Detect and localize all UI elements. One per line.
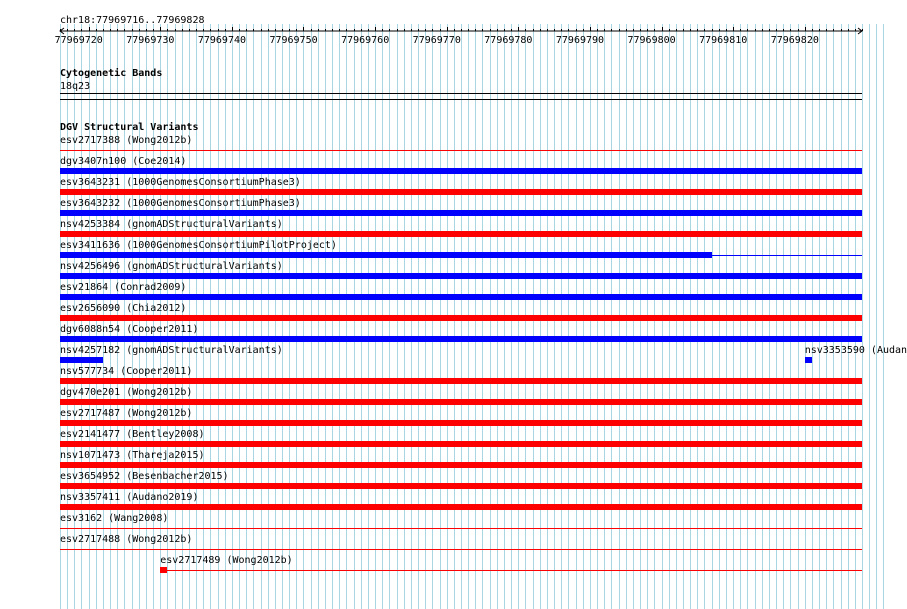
dgv-feature-label[interactable]: esv2717488 (Wong2012b) — [60, 534, 193, 545]
dgv-feature-label[interactable]: nsv577734 (Cooper2011) — [60, 366, 193, 377]
dgv-feature-bar[interactable] — [60, 189, 862, 195]
dgv-feature-label[interactable]: nsv3357411 (Audano2019) — [60, 492, 199, 503]
dgv-feature-bar[interactable] — [60, 504, 862, 510]
cytoband-line-top — [60, 93, 862, 94]
dgv-feature-bar[interactable] — [60, 420, 862, 426]
dgv-feature-label[interactable]: nsv4253384 (gnomADStructuralVariants) — [60, 219, 283, 230]
dgv-feature-bar[interactable] — [60, 252, 712, 258]
dgv-feature-label[interactable]: dgv3407n100 (Coe2014) — [60, 156, 187, 167]
dgv-feature-bar[interactable] — [60, 231, 862, 237]
track-title-cytobands: Cytogenetic Bands — [60, 68, 163, 79]
ruler-tick-label: 77969800 — [627, 35, 676, 46]
dgv-feature-line[interactable] — [60, 549, 862, 550]
dgv-feature-bar[interactable] — [60, 378, 862, 384]
dgv-feature-bar[interactable] — [60, 357, 103, 363]
ruler-tick-label: 77969780 — [484, 35, 533, 46]
ruler-location: chr18:77969716..77969828 — [60, 15, 205, 26]
dgv-feature-label[interactable]: nsv1071473 (Thareja2015) — [60, 450, 205, 461]
dgv-feature-label[interactable]: dgv6088n54 (Cooper2011) — [60, 324, 199, 335]
ruler-tick-label: 77969750 — [269, 35, 318, 46]
dgv-feature-label[interactable]: esv3654952 (Besenbacher2015) — [60, 471, 229, 482]
dgv-feature-line[interactable] — [60, 528, 862, 529]
dgv-feature-bar[interactable] — [160, 567, 167, 573]
dgv-feature-bar[interactable] — [60, 168, 862, 174]
dgv-feature-label[interactable]: esv2717489 (Wong2012b) — [160, 555, 293, 566]
ruler-tick-label: 77969770 — [412, 35, 461, 46]
dgv-feature-label[interactable]: esv21864 (Conrad2009) — [60, 282, 187, 293]
dgv-feature-label[interactable]: esv3162 (Wang2008) — [60, 513, 169, 524]
dgv-feature-label[interactable]: esv2717487 (Wong2012b) — [60, 408, 193, 419]
track-title-dgv: DGV Structural Variants — [60, 122, 199, 133]
dgv-feature-label[interactable]: esv3643232 (1000GenomesConsortiumPhase3) — [60, 198, 301, 209]
dgv-feature-label[interactable]: nsv3353590 (Audan — [804, 345, 907, 356]
dgv-feature-bar[interactable] — [60, 210, 862, 216]
dgv-feature-label[interactable]: esv2717388 (Wong2012b) — [60, 135, 193, 146]
dgv-feature-bar[interactable] — [60, 462, 862, 468]
ruler-tick-label: 77969760 — [341, 35, 390, 46]
dgv-feature-bar[interactable] — [60, 273, 862, 279]
dgv-feature-bar[interactable] — [60, 399, 862, 405]
dgv-feature-bar[interactable] — [60, 294, 862, 300]
dgv-feature-label[interactable]: dgv470e201 (Wong2012b) — [60, 387, 193, 398]
ruler-tick-label: 77969820 — [770, 35, 819, 46]
dgv-feature-bar[interactable] — [60, 483, 862, 489]
dgv-feature-label[interactable]: nsv4257182 (gnomADStructuralVariants) — [60, 345, 283, 356]
ruler-tick-label: 77969810 — [699, 35, 748, 46]
dgv-feature-label[interactable]: esv3643231 (1000GenomesConsortiumPhase3) — [60, 177, 301, 188]
cytoband-line-bottom — [60, 99, 862, 100]
dgv-feature-label[interactable]: nsv4256496 (gnomADStructuralVariants) — [60, 261, 283, 272]
dgv-feature-line[interactable] — [60, 150, 862, 151]
dgv-feature-bar[interactable] — [60, 315, 862, 321]
dgv-feature-bar[interactable] — [60, 336, 862, 342]
dgv-feature-bar[interactable] — [805, 357, 812, 363]
dgv-feature-bar[interactable] — [60, 441, 862, 447]
ruler-tick-label: 77969730 — [126, 35, 175, 46]
ruler-tick-label: 77969740 — [197, 35, 247, 46]
cytoband-label[interactable]: 18q23 — [60, 81, 91, 92]
dgv-feature-label[interactable]: esv3411636 (1000GenomesConsortiumPilotProject) — [60, 240, 337, 251]
dgv-feature-line[interactable] — [167, 570, 862, 571]
dgv-feature-label[interactable]: esv2141477 (Bentley2008) — [60, 429, 205, 440]
ruler-tick-label: 77969790 — [555, 35, 605, 46]
dgv-feature-label[interactable]: esv2656090 (Chia2012) — [60, 303, 187, 314]
ruler-tick-label: 77969720 — [54, 35, 103, 46]
dgv-feature-line[interactable] — [712, 255, 862, 256]
